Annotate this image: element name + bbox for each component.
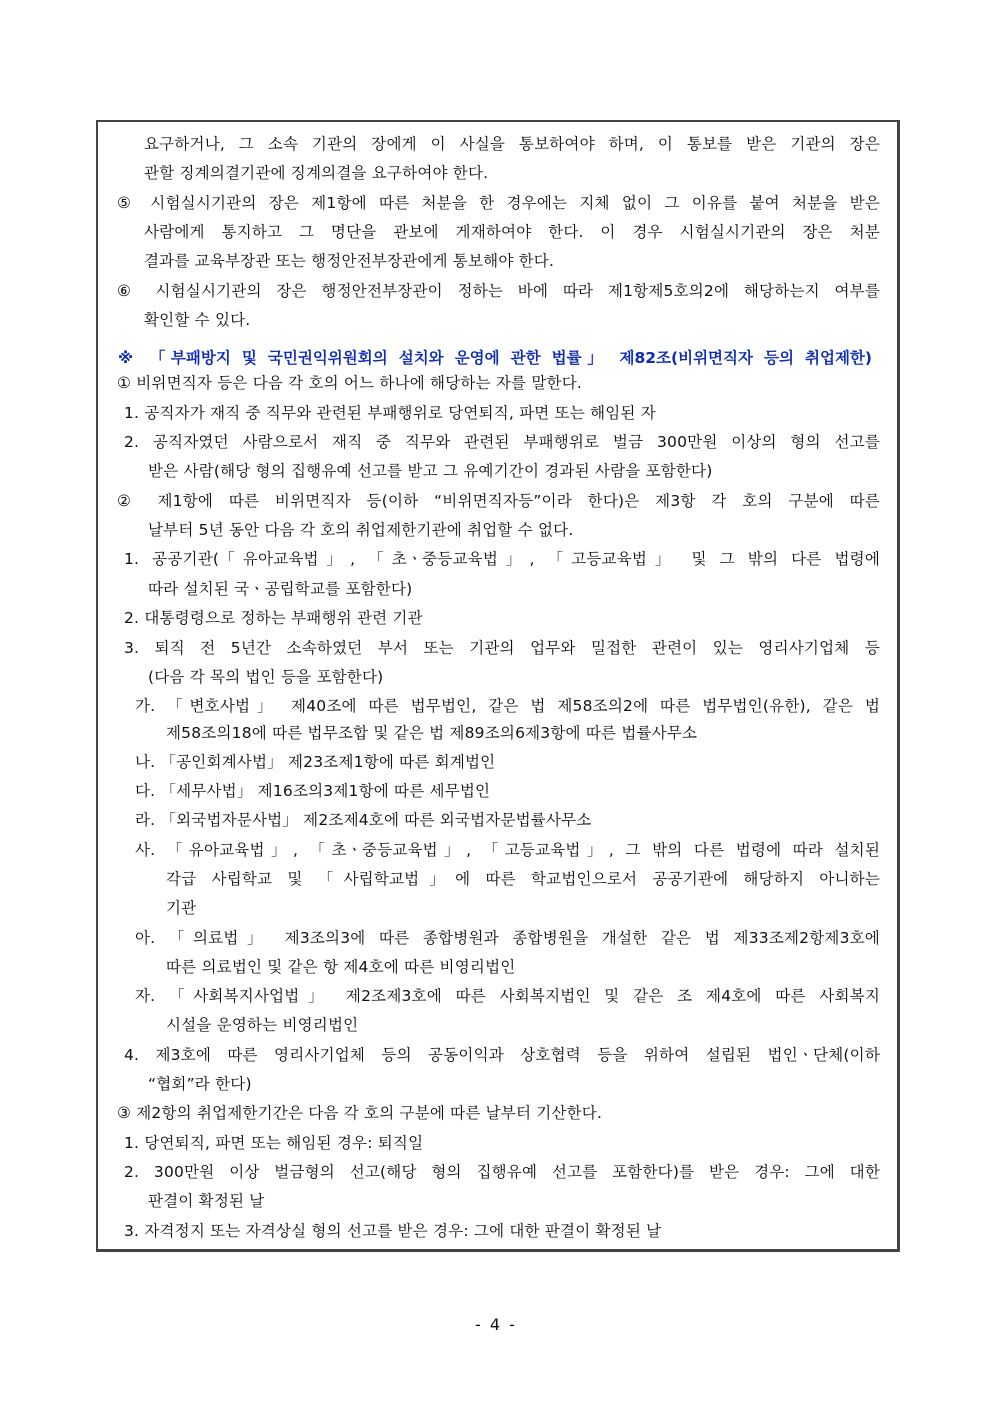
text-line: 따른 의료법인 및 같은 항 제4호에 따른 비영리법인 bbox=[166, 958, 516, 976]
text-line: 사람에게 통지하고 그 명단을 관보에 게재하여야 한다. 이 경우 시험실시기관의 장은 처분 bbox=[144, 223, 880, 241]
list-item: 3. 자격정지 또는 자격상실 형의 선고를 받은 경우: 그에 대한 판결이 확정된 날 bbox=[124, 1222, 662, 1240]
sub-item: 다. 「세무사법」 제16조의3제1항에 따른 세무법인 bbox=[135, 782, 491, 800]
text-line: 시설을 운영하는 비영리법인 bbox=[166, 1016, 359, 1034]
list-item: 3. 퇴직 전 5년간 소속하였던 부서 또는 기관의 업무와 밀접한 관련이 있는 영리사기업체 등 bbox=[124, 639, 880, 657]
list-item: 1. 공직자가 재직 중 직무와 관련된 부패행위로 당연퇴직, 파면 또는 해임된 자 bbox=[124, 404, 656, 422]
list-item: 2. 대통령령으로 정하는 부패행위 관련 기관 bbox=[124, 609, 423, 627]
text-line: 받은 사람(해당 형의 집행유예 선고를 받고 그 유예기간이 경과된 사람을 포함한다) bbox=[148, 462, 713, 480]
clause-2: ② 제1항에 따른 비위면직자 등(이하 “비위면직자등”이라 한다)은 제3항 각 호의 구분에 따른 bbox=[117, 492, 880, 510]
page-number: - 4 - bbox=[475, 1315, 517, 1334]
text-line: 기관 bbox=[166, 899, 197, 917]
list-item: 1. 공공기관(「유아교육법」, 「초ㆍ중등교육법」, 「고등교육법」 및 그 밖의 다른 법령에 bbox=[124, 550, 880, 568]
text-line: 날부터 5년 동안 다음 각 호의 취업제한기관에 취업할 수 없다. bbox=[148, 521, 574, 539]
text-line: 각급 사립학교 및 「사립학교법」에 따른 학교법인으로서 공공기관에 해당하지 아니하는 bbox=[166, 870, 880, 888]
text-line: 관할 징계의결기관에 징계의결을 요구하여야 한다. bbox=[144, 164, 489, 182]
list-item: 4. 제3호에 따른 영리사기업체 등의 공동이익과 상호협력 등을 위하여 설립된 법인ㆍ단체(이하 bbox=[124, 1046, 880, 1064]
sub-item: 자. 「사회복지사업법」 제2조제3호에 따른 사회복지법인 및 같은 조 제4호에 따른 사회복지 bbox=[135, 987, 880, 1005]
section-heading: ※ 「부패방지 및 국민권익위원회의 설치와 운영에 관한 법률」 제82조(비위면직자 등의 취업제한) bbox=[118, 349, 872, 367]
text-line: 결과를 교육부장관 또는 행정안전부장관에게 통보해야 한다. bbox=[144, 252, 555, 270]
text-line: 확인할 수 있다. bbox=[144, 311, 251, 329]
clause-3: ③ 제2항의 취업제한기간은 다음 각 호의 구분에 따른 날부터 기산한다. bbox=[117, 1104, 603, 1122]
list-item: 2. 공직자였던 사람으로서 재직 중 직무와 관련된 부패행위로 벌금 300만원 이상의 형의 선고를 bbox=[124, 433, 880, 451]
sub-item: 사. 「유아교육법」, 「초ㆍ중등교육법」, 「고등교육법」, 그 밖의 다른 법령에 따라 설치된 bbox=[135, 841, 880, 859]
sub-item: 가. 「변호사법」 제40조에 따른 법무법인, 같은 법 제58조의2에 따른 법무법인(유한), 같은 법 bbox=[135, 697, 880, 715]
text-line: 제58조의18에 따른 법무조합 및 같은 법 제89조의6제3항에 따른 법률사무소 bbox=[166, 724, 698, 742]
sub-item: 나. 「공인회계사법」 제23조제1항에 따른 회계법인 bbox=[135, 753, 496, 771]
text-line: (다음 각 목의 법인 등을 포함한다) bbox=[148, 668, 384, 686]
text-line: 판결이 확정된 날 bbox=[148, 1192, 265, 1210]
list-item: 2. 300만원 이상 벌금형의 선고(해당 형의 집행유예 선고를 포함한다)를 받은 경우: 그에 대한 bbox=[124, 1163, 880, 1181]
clause-5: ⑤ 시험실시기관의 장은 제1항에 따른 처분을 한 경우에는 지체 없이 그 이유를 붙여 처분을 받은 bbox=[117, 194, 880, 212]
text-line: 따라 설치된 국ㆍ공립학교를 포함한다) bbox=[148, 580, 413, 598]
clause-1: ① 비위면직자 등은 다음 각 호의 어느 하나에 해당하는 자를 말한다. bbox=[117, 374, 582, 392]
clause-6: ⑥ 시험실시기관의 장은 행정안전부장관이 정하는 바에 따라 제1항제5호의2에 해당하는지 여부를 bbox=[117, 282, 880, 300]
text-line: “협회”라 한다) bbox=[148, 1075, 252, 1093]
sub-item: 아. 「의료법」 제3조의3에 따른 종합병원과 종합병원을 개설한 같은 법 제33조제2항제3호에 bbox=[135, 929, 880, 947]
text-line: 요구하거나, 그 소속 기관의 장에게 이 사실을 통보하여야 하며, 이 통보를 받은 기관의 장은 bbox=[144, 135, 880, 153]
list-item: 1. 당연퇴직, 파면 또는 해임된 경우: 퇴직일 bbox=[124, 1134, 424, 1152]
sub-item: 라. 「외국법자문사법」 제2조제4호에 따른 외국법자문법률사무소 bbox=[135, 811, 592, 829]
